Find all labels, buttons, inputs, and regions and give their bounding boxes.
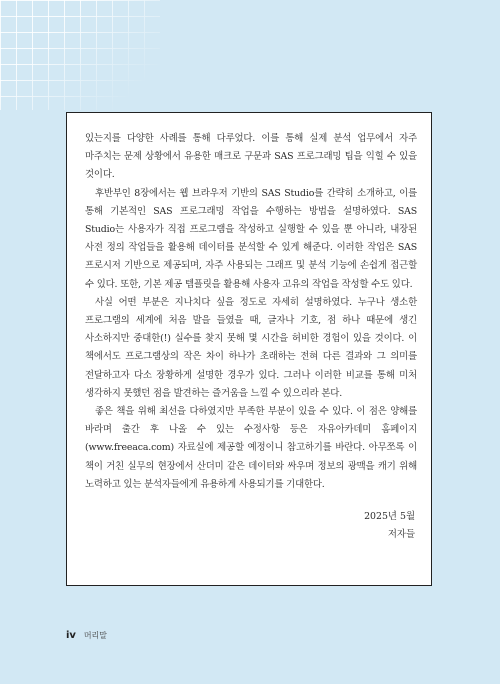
paragraph-2: 후반부인 8장에서는 웹 브라우저 기반의 SAS Studio를 간략히 소개하고, 이를 통해 기본적인 SAS 프로그래밍 작업을 수행하는 방법을 설명하였다. SAS Studio는 사용자가 직접 프로그램을 작성하고 실행할 수 있을 뿐 아니라, 내장된 사전 정의 작업들을 활용해 데이터를 분석할 수 있게 해준다. 이러한 작업은 SAS 프로시저 기반으로 제공되며, 자주 사용되는 그래프 및 분석 기능에 손쉽게 접근할 수 있다. 또한, 기본 제공 템플릿을 활용해 사용자 고유의 작업을 작성할 수도 있다. <box>85 187 417 290</box>
preface-text-box <box>66 112 432 586</box>
paragraph-1: 있는지를 다양한 사례를 통해 다루었다. 이를 통해 실제 분석 업무에서 자주 마주치는 문제 상황에서 유용한 매크로 구문과 SAS 프로그래밍 팁을 익힐 수 있을 것이다. <box>85 133 417 181</box>
signature-author: 저자들 <box>387 529 415 541</box>
page-footer <box>66 630 107 641</box>
background-grid-pattern <box>0 0 160 110</box>
signature-spacer <box>85 494 417 508</box>
signature-date: 2025년 5월 <box>364 511 415 523</box>
section-name: 머리말 <box>83 631 108 640</box>
page-number: iv <box>66 630 76 641</box>
paragraph-4: 좋은 책을 위해 최선을 다하였지만 부족한 부분이 있을 수 있다. 이 점은 양해를 바라며 출간 후 나올 수 있는 수정사항 등은 자유아카데미 홈페이지 (www.freeaca.com) 자료실에 제공할 예정이니 참고하기를 바란다. 아무쪼록 이 책이 거친 실무의 현장에서 산더미 같은 데이터와 싸우며 정보의 광맥을 캐기 위해 노력하고 있는 분석자들에게 유용하게 사용되기를 기대한다. <box>85 406 417 490</box>
paragraph-3: 사실 어떤 부분은 지나치다 싶을 정도로 자세히 설명하였다. 누구나 생소한 프로그램의 세계에 처음 발을 들였을 때, 글자나 기호, 점 하나 때문에 생긴 사소하지만 중대한(!) 실수를 찾지 못해 몇 시간을 허비한 경험이 있을 것이다. 이 책에서도 프로그램상의 작은 차이 하나가 초래하는 전혀 다른 결과와 그 의미를 전달하고자 다소 장황하게 설명한 경우가 있다. 그러나 이러한 비교를 통해 미처 생각하지 못했던 점을 발견하는 즐거움을 느낄 수 있으리라 본다. <box>85 296 417 399</box>
